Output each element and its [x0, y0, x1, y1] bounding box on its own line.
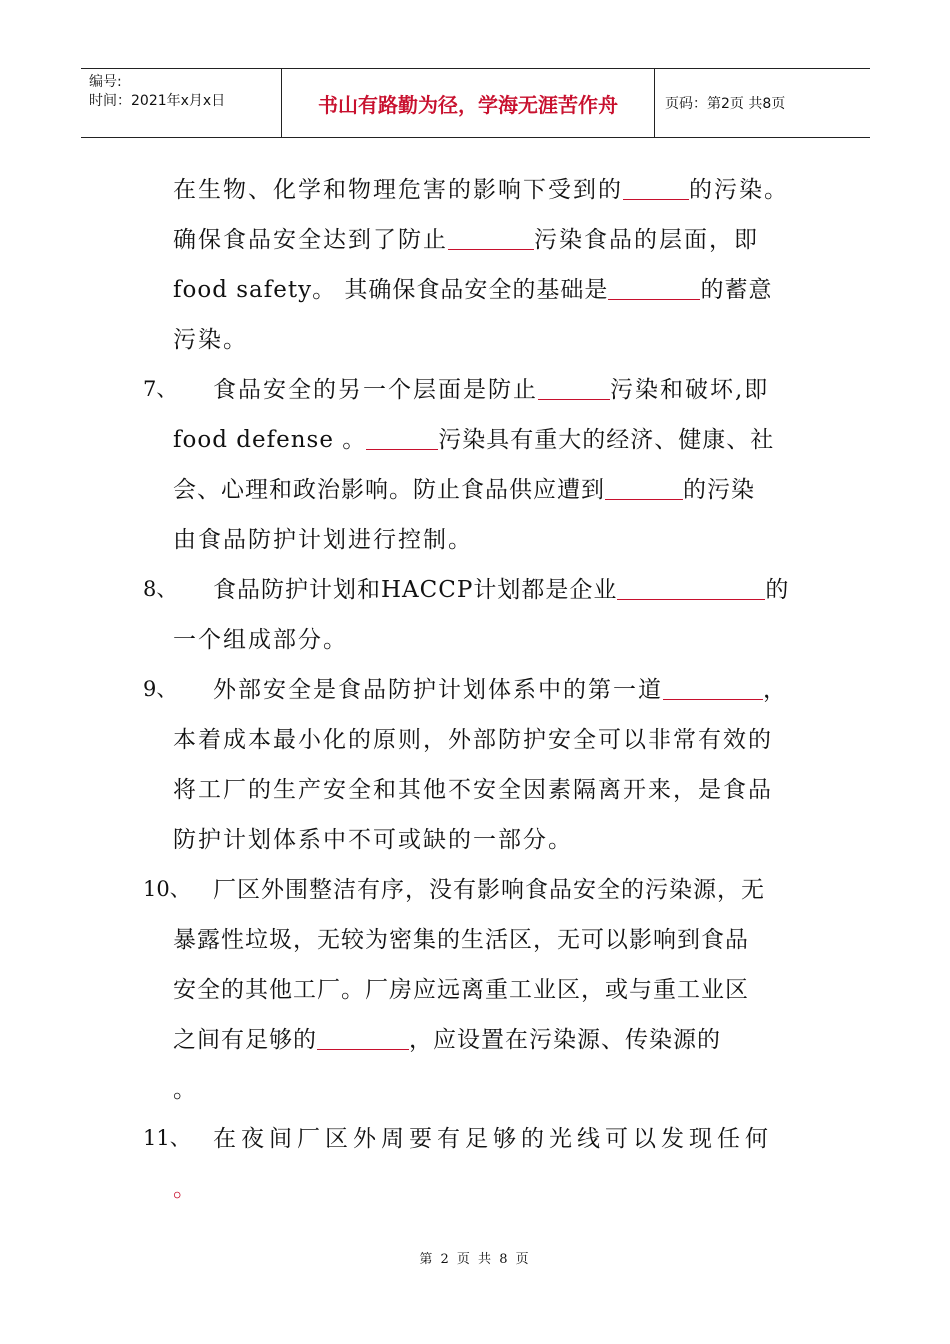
text-line: 。	[173, 1176, 198, 1202]
fill-blank[interactable]	[663, 677, 763, 700]
item-number: 9、	[143, 677, 178, 701]
fill-blank[interactable]	[317, 1027, 409, 1050]
text-line: 在生物、化学和物理危害的影响下受到的 的污染。	[173, 177, 789, 203]
fill-blank[interactable]	[538, 377, 610, 400]
text-line: 污染。	[173, 327, 248, 353]
text-line: 会、心理和政治影响。防止食品供应遭到 的污染	[173, 477, 755, 503]
page-header	[81, 68, 870, 138]
text-line: 食品安全的另一个层面是防止 污染和破坏,即	[213, 377, 770, 403]
text-line: 本着成本最小化的原则，外部防护安全可以非常有效的	[173, 727, 773, 753]
text-line: 在夜间厂区外周要有足够的光线可以发现任何	[213, 1126, 773, 1152]
text-line: 防护计划体系中不可或缺的一部分。	[173, 827, 573, 853]
text-line: 将工厂的生产安全和其他不安全因素隔离开来，是食品	[173, 777, 773, 803]
text-line: 。	[173, 1077, 198, 1103]
item-number: 10、	[143, 877, 191, 901]
text-line: 安全的其他工厂。厂房应远离重工业区，或与重工业区	[173, 977, 749, 1003]
text-line: 食品防护计划和HACCP计划都是企业 的	[213, 577, 790, 603]
number-label: 编号:	[89, 74, 122, 90]
text-line: food defense 。 污染具有重大的经济、健康、社	[173, 427, 775, 453]
fill-blank[interactable]	[366, 427, 438, 450]
header-meta	[81, 69, 282, 137]
text-line: 外部安全是食品防护计划体系中的第一道 ，	[213, 677, 788, 703]
text-line: 之间有足够的 ，应设置在污染源、传染源的	[173, 1027, 721, 1053]
fill-blank[interactable]	[623, 177, 689, 200]
item-number: 7、	[143, 377, 178, 401]
header-motto: 书山有路勤为径，学海无涯苦作舟	[282, 69, 655, 137]
text-line: 暴露性垃圾，无较为密集的生活区，无可以影响到食品	[173, 927, 749, 953]
fill-blank[interactable]	[605, 477, 683, 500]
text-line: 厂区外围整洁有序，没有影响食品安全的污染源，无	[213, 877, 765, 903]
text-line: 由食品防护计划进行控制。	[173, 527, 473, 553]
fill-blank[interactable]	[617, 577, 765, 600]
text-line: food safety。 其确保食品安全的基础是 的蓄意	[173, 277, 773, 303]
header-page-info: 页码：第2页 共8页	[665, 96, 786, 112]
time-label: 时间：2021年x月x日	[89, 93, 226, 109]
page-footer: 第 2 页 共 8 页	[419, 1252, 531, 1267]
text-line: 一个组成部分。	[173, 627, 348, 653]
text-line: 确保食品安全达到了防止 污染食品的层面，即	[173, 227, 759, 253]
fill-blank[interactable]	[448, 227, 534, 250]
item-number: 11、	[143, 1126, 191, 1150]
item-number: 8、	[143, 577, 178, 601]
fill-blank[interactable]	[608, 277, 700, 300]
